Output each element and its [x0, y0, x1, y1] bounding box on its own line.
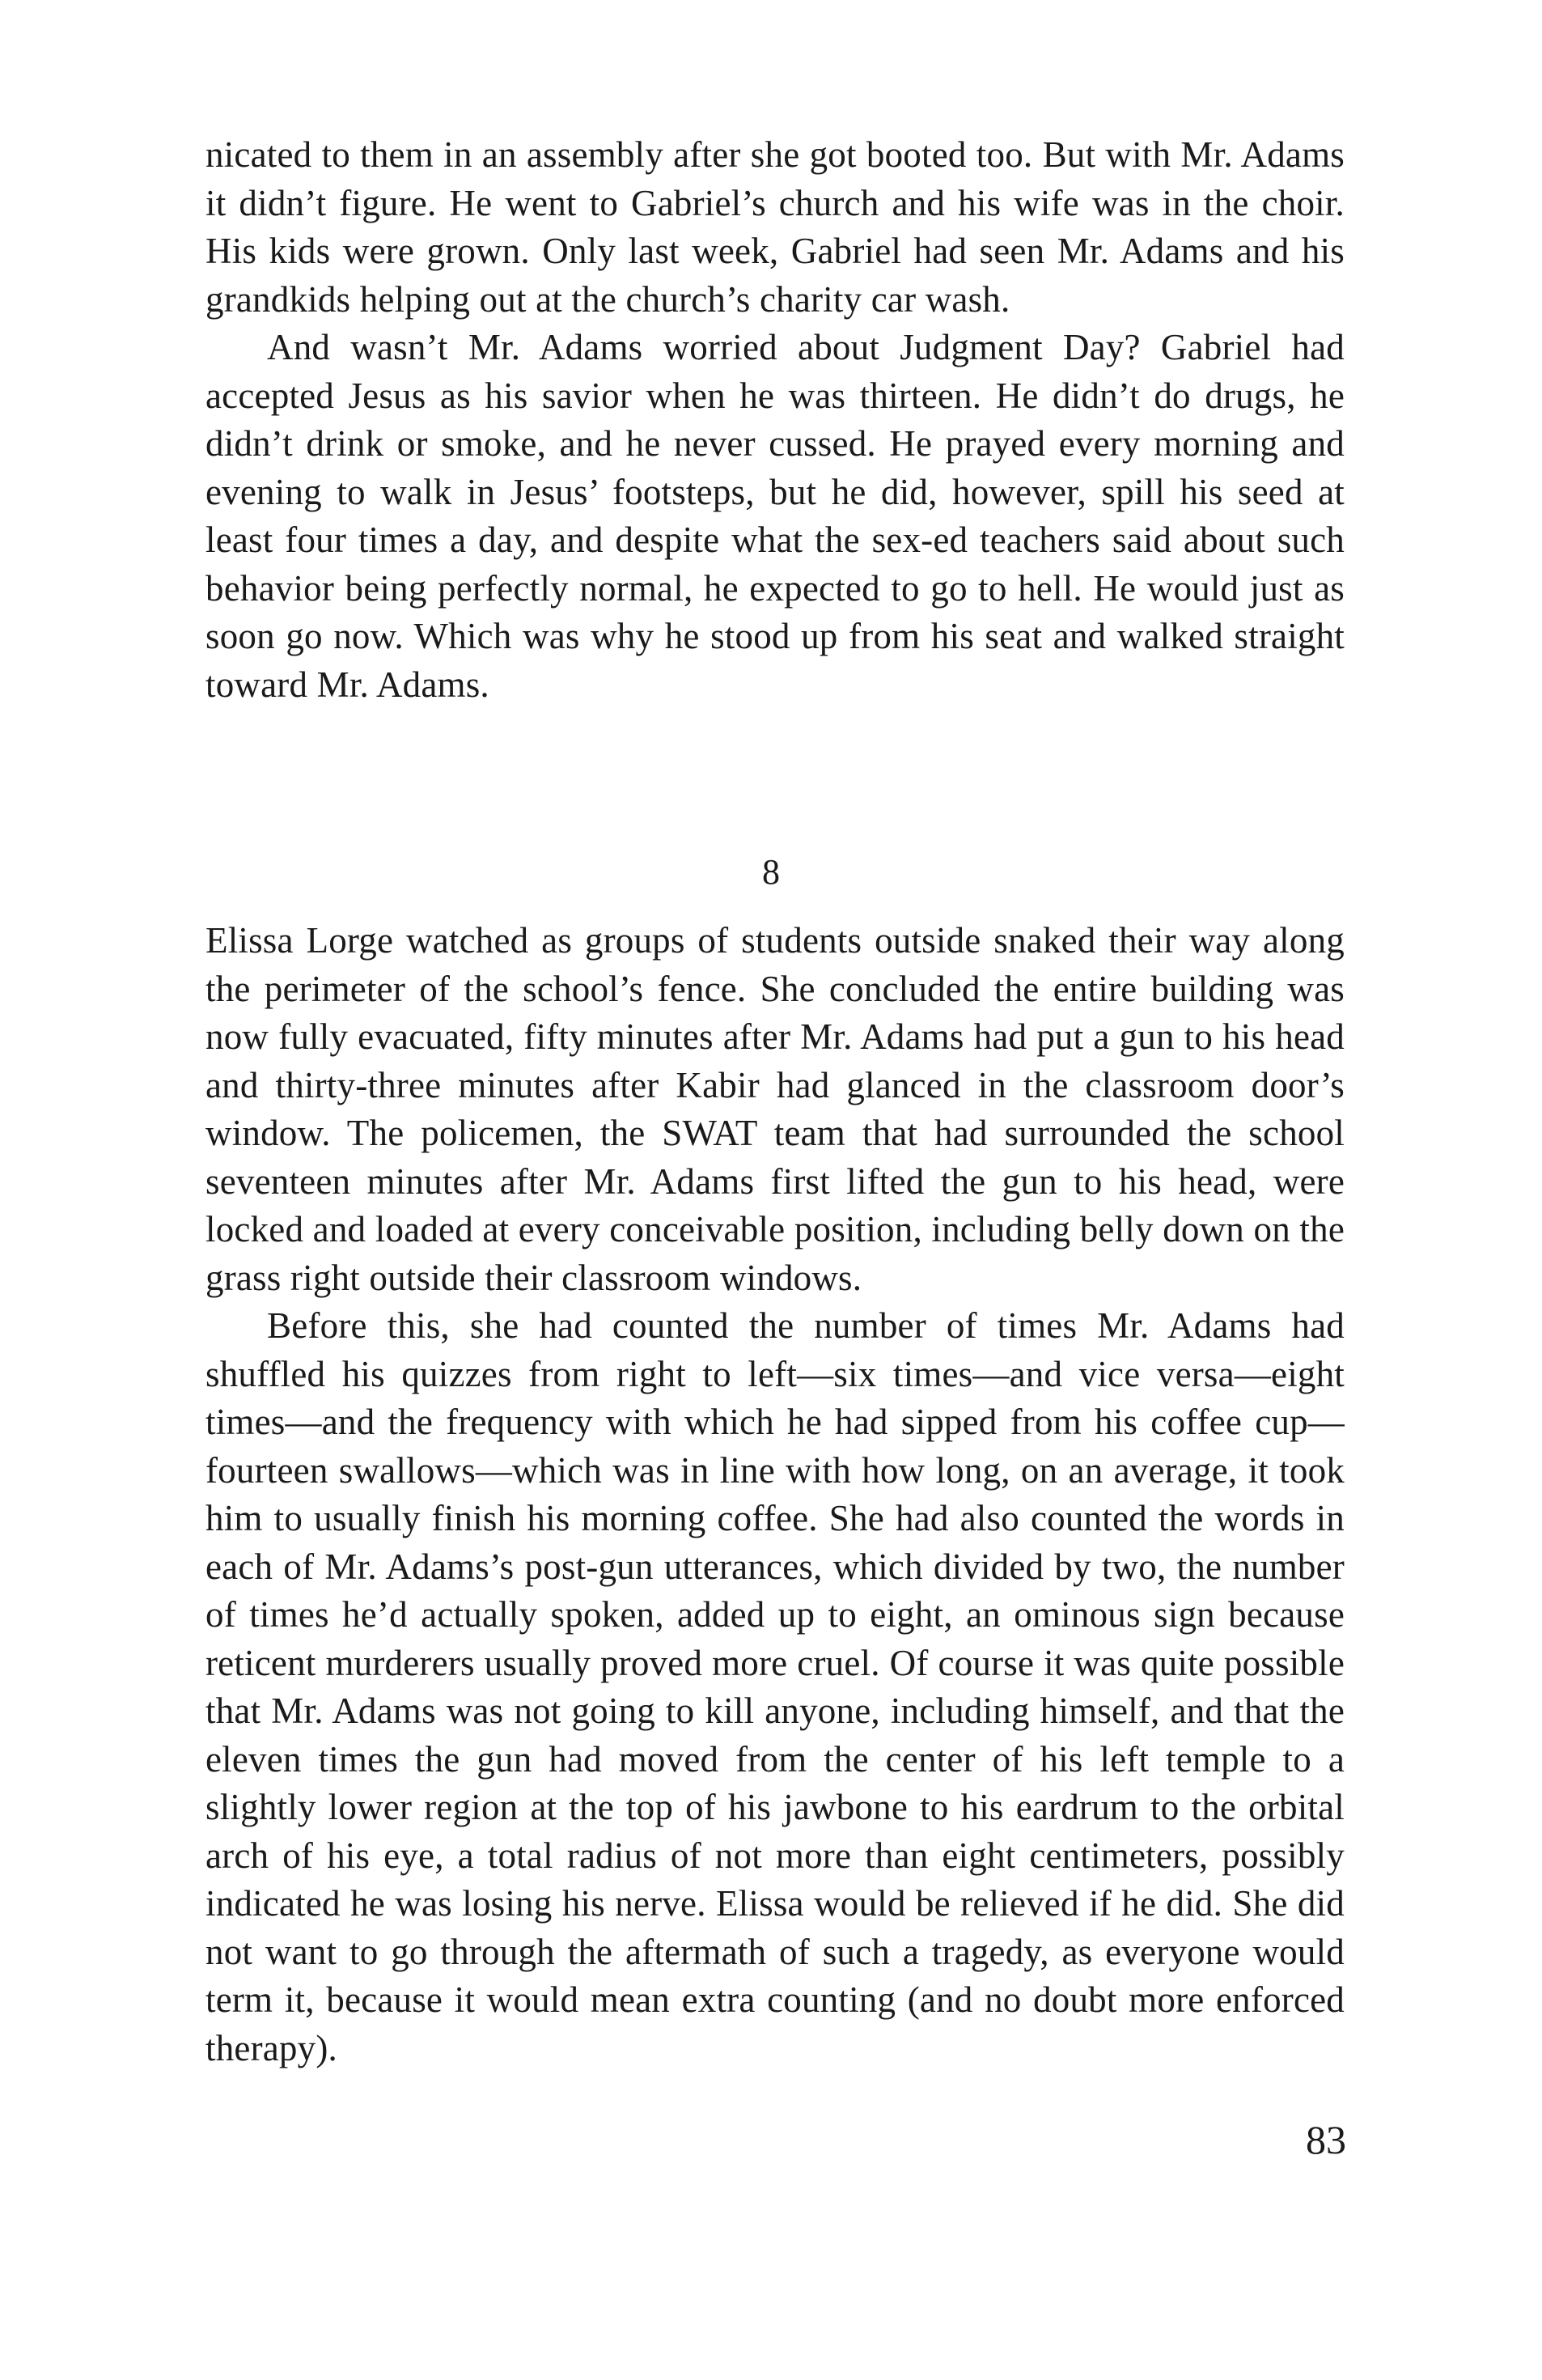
paragraph-continuation: nicated to them in an assembly after she got booted too. But with Mr. Adams it didn’t figure. He went to Gabriel’s church and his wife was in the choir. His kids were grown. Only last week, Gabriel had seen Mr. Adams and his grandkids helping out at the church’s charity car wash. — [205, 134, 1345, 320]
paragraph-judgment-day: And wasn’t Mr. Adams worried about Judgment Day? Gabriel had accepted Jesus as his savior when he was thirteen. He didn’t do drugs, he didn’t drink or smoke, and he never cussed. He prayed every morning and evening to walk in Jesus’ footsteps, but he did, however, spill his seed at least four times a day, and despite what the sex-ed teachers said about such behavior being perfectly normal, he expected to go to hell. He would just as soon go now. Which was why he stood up from his seat and walked straight toward Mr. Adams. — [205, 327, 1345, 705]
page-number: 83 — [1306, 2117, 1346, 2162]
chapter-number: 8 — [762, 852, 780, 892]
text-section-top — [205, 131, 1345, 709]
paragraph-counting: Before this, she had counted the number of times Mr. Adams had shuffled his quizzes from right to left—six times—and vice versa—eight times—and the frequency with which he had sipped from his coffee cup—fourteen swallows—which was in line with how long, on an average, it took him to usually finish his morning coffee. She had also counted the words in each of Mr. Adams’s post-gun utterances, which divided by two, the number of times he’d actually spoken, added up to eight, an ominous sign because reticent murderers usually proved more cruel. Of course it was quite possible that Mr. Adams was not going to kill anyone, including himself, and that the eleven times the gun had moved from the center of his left temple to a slightly lower region at the top of his jawbone to his eardrum to the orbital arch of his eye, a total radius of not more than eight centimeters, possibly indicated he was losing his nerve. Elissa would be relieved if he did. She did not want to go through the aftermath of such a tragedy, as everyone would term it, because it would mean extra counting (and no doubt more enforced therapy). — [205, 1305, 1345, 2068]
paragraph-elissa-opening: Elissa Lorge watched as groups of students outside snaked their way along the perimeter of the school’s fence. She concluded the entire building was now fully evacuated, fifty minutes after Mr. Adams had put a gun to his head and thirty-three minutes after Kabir had glanced in the classroom door’s window. The policemen, the SWAT team that had surrounded the school seventeen minutes after Mr. Adams first lifted the gun to his head, were locked and loaded at every conceivable position, including belly down on the grass right outside their classroom windows. — [205, 920, 1345, 1298]
text-section-bottom — [205, 917, 1345, 2072]
